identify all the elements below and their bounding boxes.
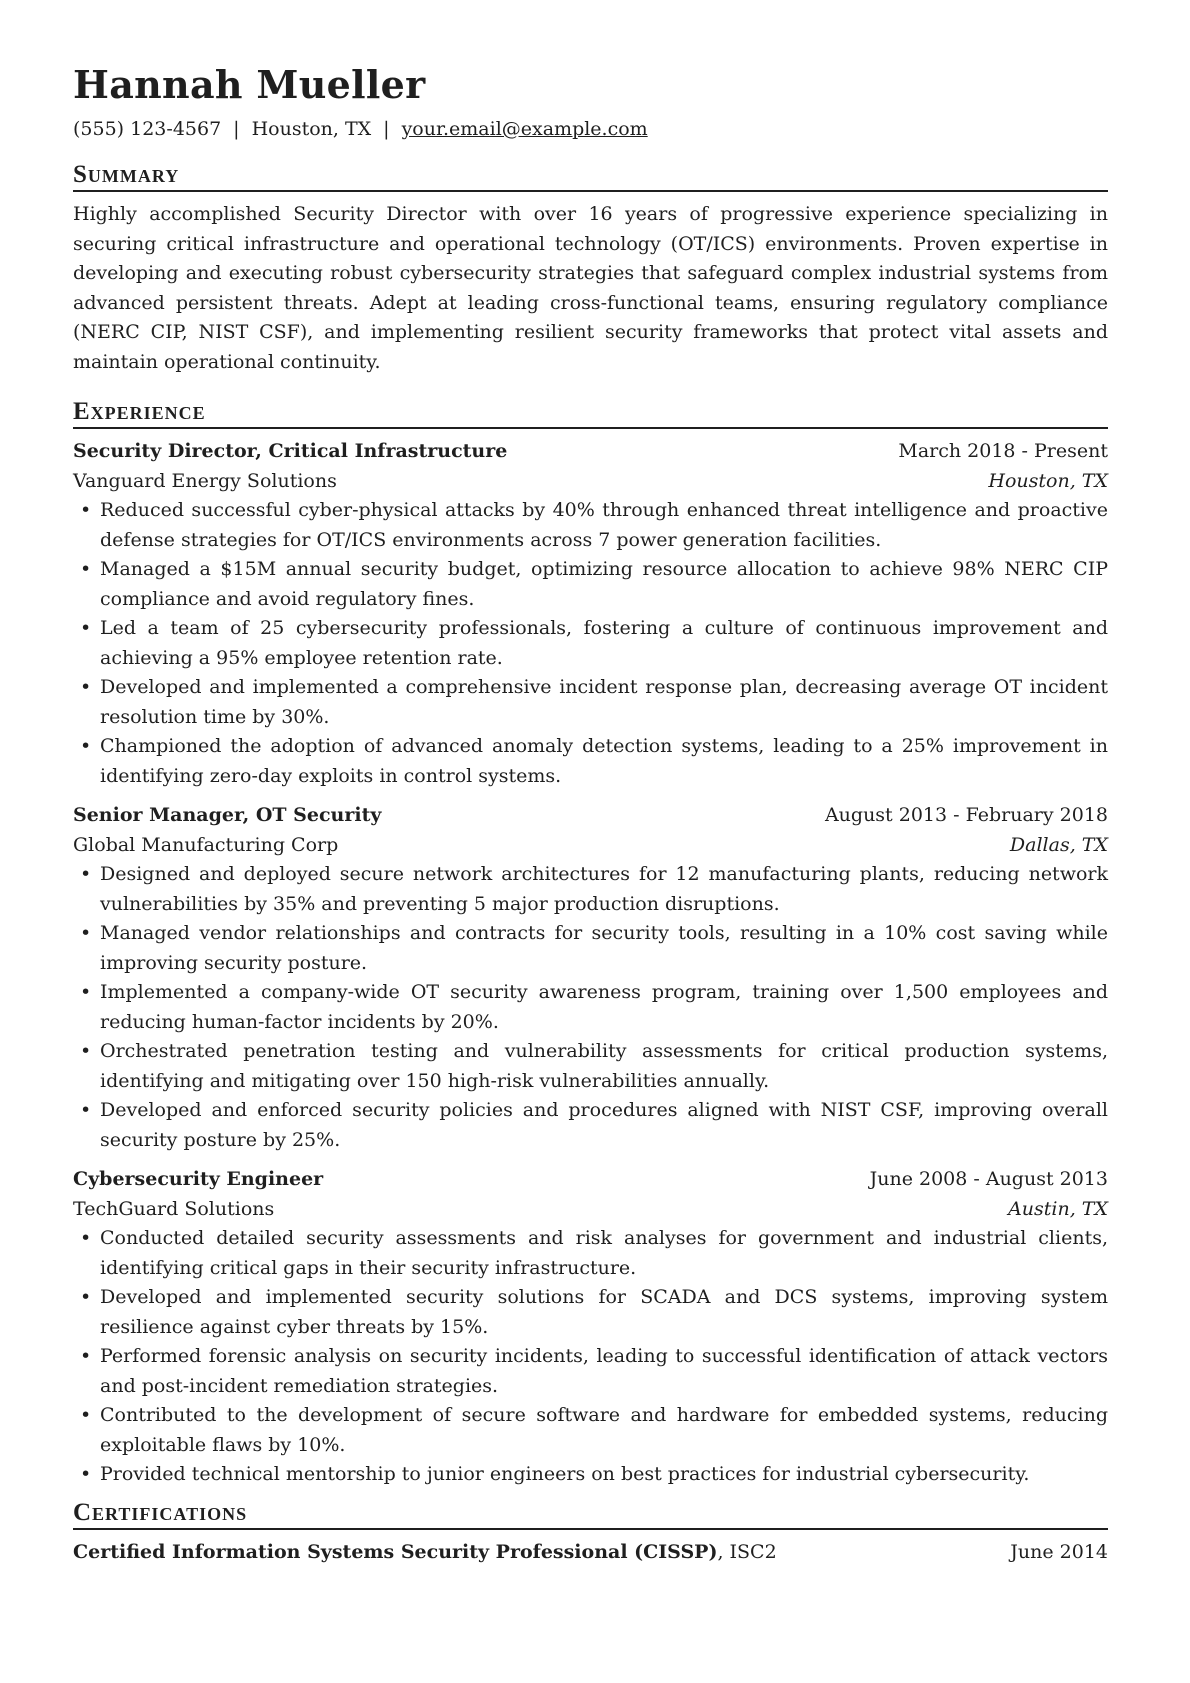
job-bullets: [73, 860, 1108, 1155]
bullet-item: • Developed and implemented security solutions for SCADA and DCS systems, improving system resilience against cyber threats by 15%.: [73, 1283, 1108, 1342]
job-location: Austin, TX: [1008, 1197, 1108, 1220]
job-header: [73, 801, 1108, 831]
job-entry: [73, 437, 1108, 791]
certification-list: [73, 1538, 1108, 1568]
job-bullets: [73, 496, 1108, 791]
certification-item: [73, 1538, 1108, 1568]
bullet-item: • Managed a $15M annual security budget, optimizing resource allocation to achieve 98% NERC CIP compliance and avoid regulatory fines.: [73, 555, 1108, 614]
summary-text: Highly accomplished Security Director with over 16 years of progressive experience specializing in securing critical infrastructure and operational technology (OT/ICS) environments. Proven expertise in developing and executing robust cybersecurity strategies that safeguard complex industrial systems from advanced persistent threats. Adept at leading cross-functional teams, ensuring regulatory compliance (NERC CIP, NIST CSF), and implementing resilient security frameworks that protect vital assets and maintain operational continuity.: [73, 203, 1108, 373]
section-title-experience: Experience: [73, 399, 1108, 429]
email-link[interactable]: your.email@example.com: [401, 118, 648, 140]
company-name: Global Manufacturing Corp: [73, 833, 339, 856]
bullet-item: • Provided technical mentorship to junior engineers on best practices for industrial cybersecurity.: [73, 1460, 1108, 1490]
certification-label: [73, 1538, 777, 1568]
job-title: Senior Manager, OT Security: [73, 804, 382, 826]
location: Houston, TX: [251, 118, 372, 140]
job-subheader: [73, 467, 1108, 497]
job-entry: [73, 1165, 1108, 1490]
certification-issuer: , ISC2: [717, 1540, 777, 1563]
bullet-item: • Implemented a company-wide OT security awareness program, training over 1,500 employees and reducing human-factor incidents by 20%.: [73, 978, 1108, 1037]
bullet-item: • Orchestrated penetration testing and vulnerability assessments for critical production systems, identifying and mitigating over 150 high-risk vulnerabilities annually.: [73, 1037, 1108, 1096]
contact-separator: |: [383, 118, 390, 140]
section-title-certifications: Certifications: [73, 1500, 1108, 1530]
bullet-item: • Designed and deployed secure network architectures for 12 manufacturing plants, reducing network vulnerabilities by 35% and preventing 5 major production disruptions.: [73, 860, 1108, 919]
company-name: Vanguard Energy Solutions: [73, 469, 337, 492]
certification-date: June 2014: [1010, 1540, 1108, 1563]
bullet-item: • Performed forensic analysis on security incidents, leading to successful identification of attack vectors and post-incident remediation strategies.: [73, 1342, 1108, 1401]
bullet-item: • Developed and enforced security policies and procedures aligned with NIST CSF, improving overall security posture by 25%.: [73, 1096, 1108, 1155]
job-title: Security Director, Critical Infrastructure: [73, 440, 508, 462]
job-entry: [73, 801, 1108, 1155]
job-dates: March 2018 - Present: [898, 440, 1108, 462]
job-location: Houston, TX: [988, 469, 1108, 492]
job-dates: August 2013 - February 2018: [824, 804, 1108, 826]
job-bullets: [73, 1224, 1108, 1490]
contact-separator: |: [233, 118, 240, 140]
experience-list: [73, 437, 1108, 1490]
company-name: TechGuard Solutions: [73, 1197, 275, 1220]
bullet-item: • Conducted detailed security assessments and risk analyses for government and industrial clients, identifying critical gaps in their security infrastructure.: [73, 1224, 1108, 1283]
job-dates: June 2008 - August 2013: [869, 1168, 1108, 1190]
candidate-name: Hannah Mueller: [73, 62, 426, 107]
job-header: [73, 1165, 1108, 1195]
phone-number: (555) 123-4567: [73, 118, 222, 140]
job-location: Dallas, TX: [1009, 833, 1108, 856]
bullet-item: • Developed and implemented a comprehensive incident response plan, decreasing average OT incident resolution time by 30%.: [73, 673, 1108, 732]
bullet-item: • Managed vendor relationships and contracts for security tools, resulting in a 10% cost saving while improving security posture.: [73, 919, 1108, 978]
job-subheader: [73, 831, 1108, 861]
certification-name: Certified Information Systems Security Professional (CISSP): [73, 1540, 718, 1563]
bullet-item: • Championed the adoption of advanced anomaly detection systems, leading to a 25% improvement in identifying zero-day exploits in control systems.: [73, 732, 1108, 791]
bullet-item: • Contributed to the development of secure software and hardware for embedded systems, reducing exploitable flaws by 10%.: [73, 1401, 1108, 1460]
section-title-summary: Summary: [73, 162, 1108, 192]
job-title: Cybersecurity Engineer: [73, 1168, 324, 1190]
job-header: [73, 437, 1108, 467]
contact-line: [73, 116, 1108, 142]
bullet-item: • Led a team of 25 cybersecurity professionals, fostering a culture of continuous improvement and achieving a 95% employee retention rate.: [73, 614, 1108, 673]
job-subheader: [73, 1195, 1108, 1225]
bullet-item: • Reduced successful cyber-physical attacks by 40% through enhanced threat intelligence and proactive defense strategies for OT/ICS environments across 7 power generation facilities.: [73, 496, 1108, 555]
